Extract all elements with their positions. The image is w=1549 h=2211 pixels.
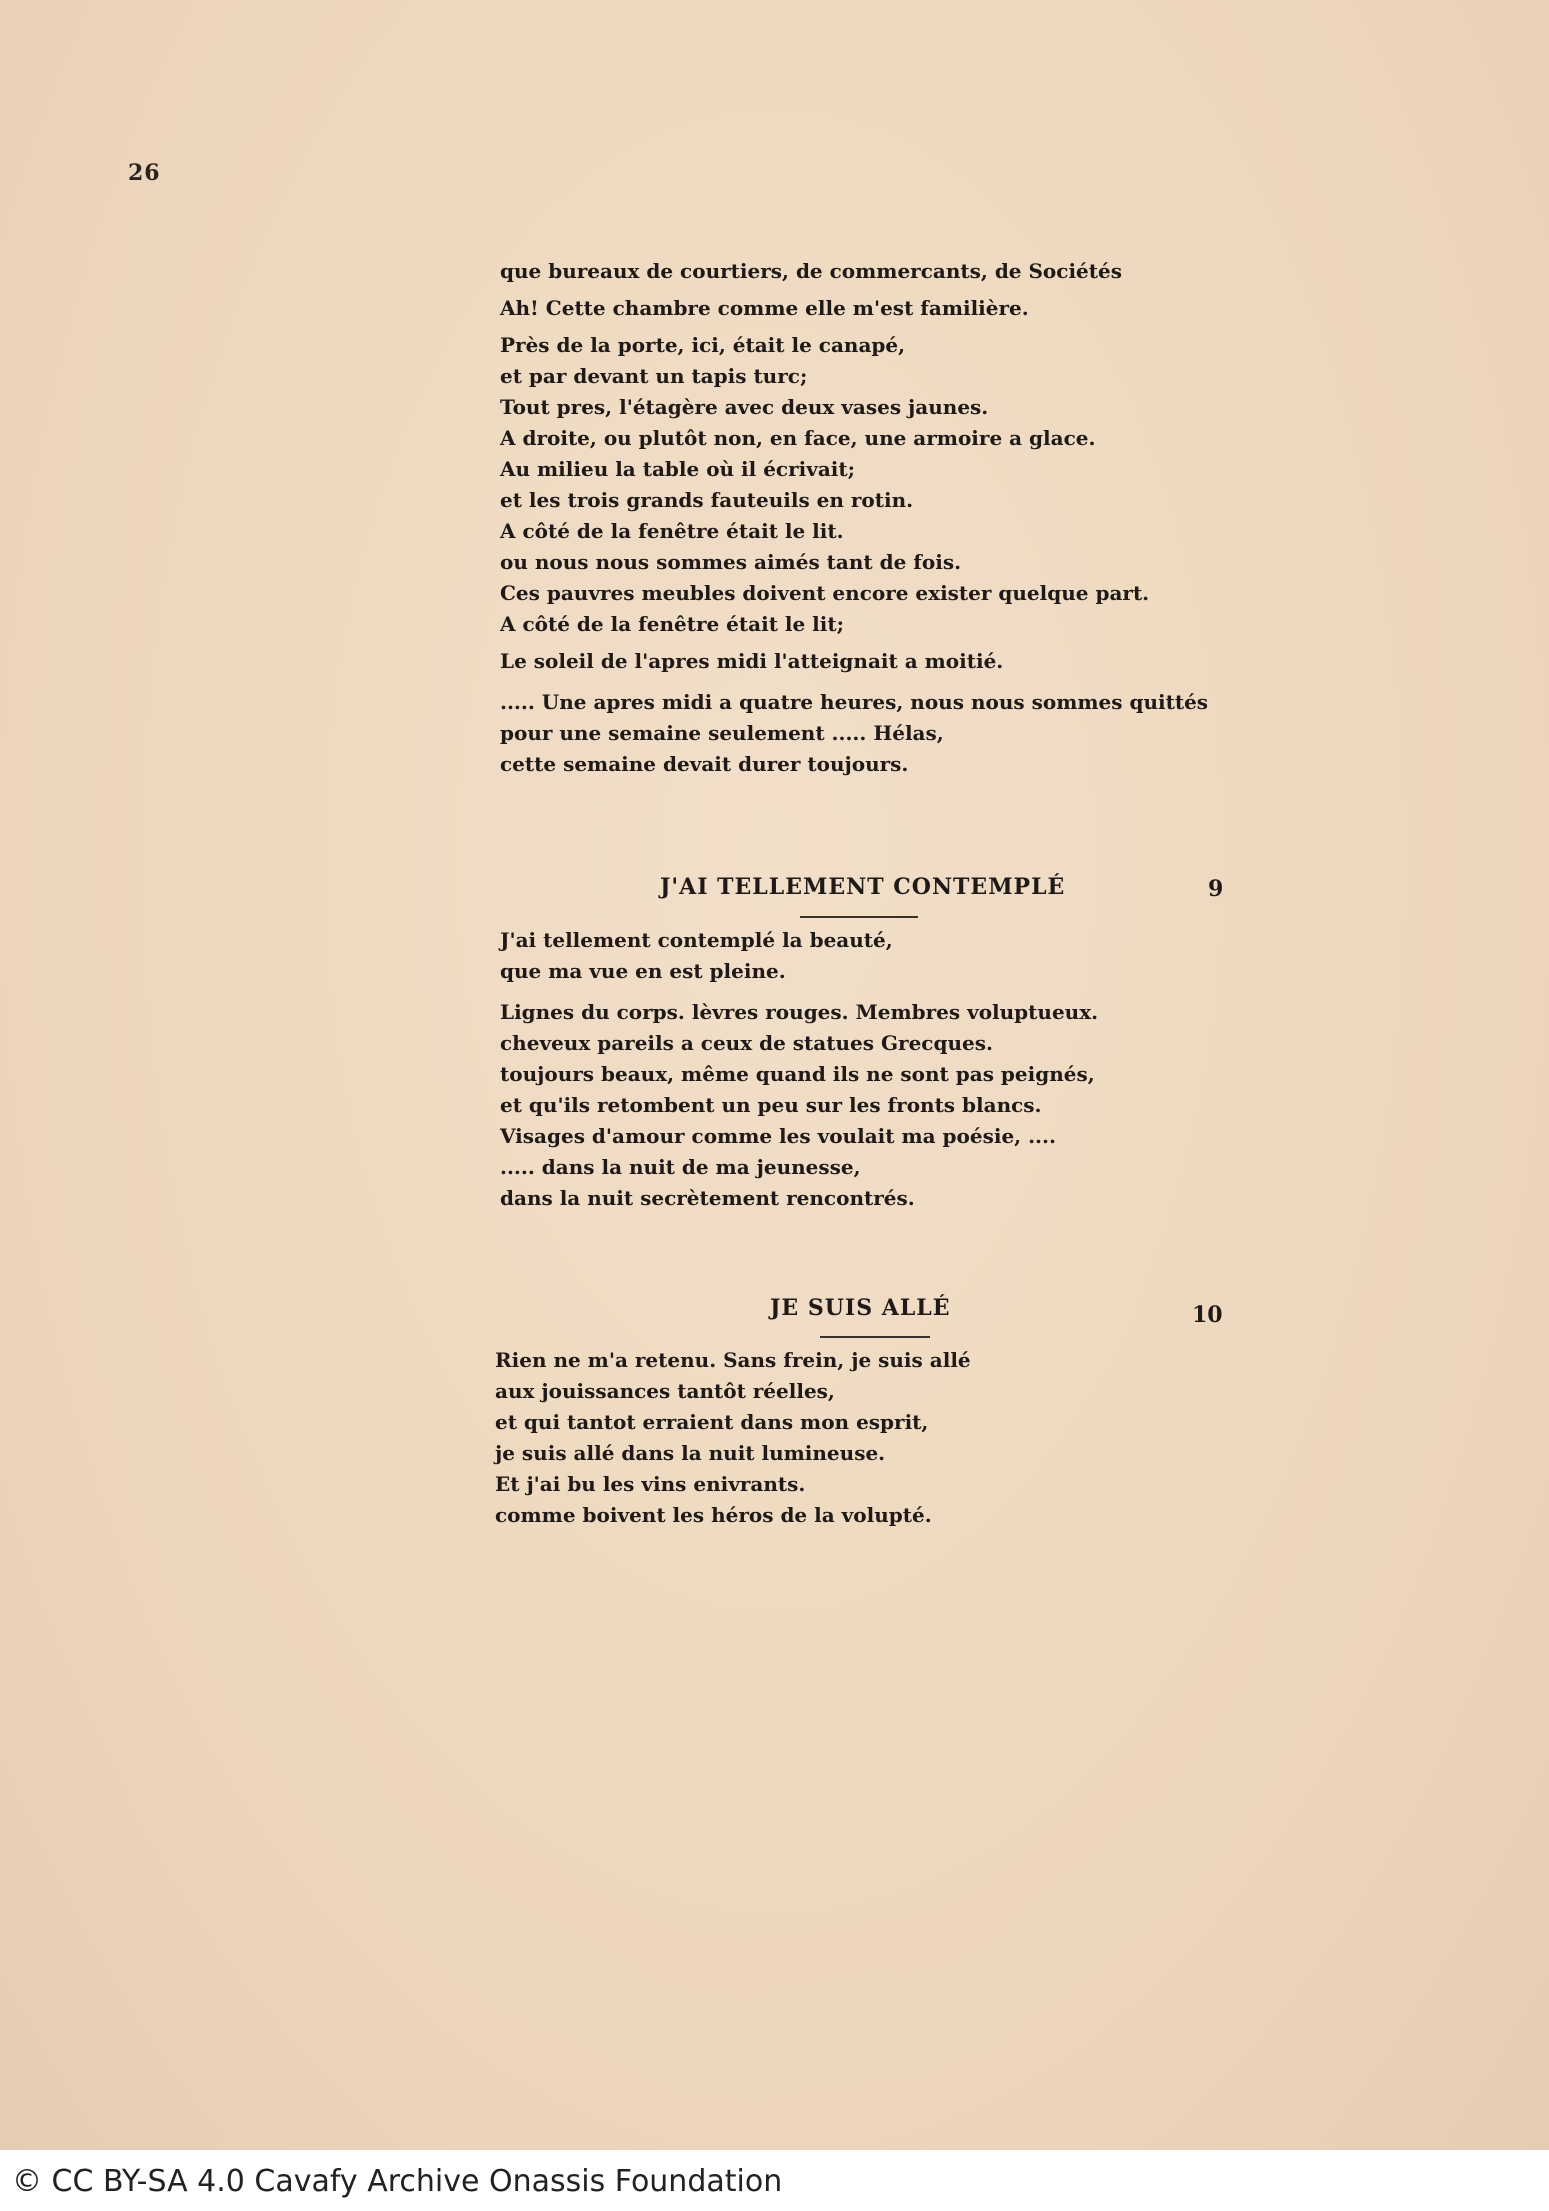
poem-line: Au milieu la table où il écrivait; bbox=[500, 457, 856, 481]
poem-line: que bureaux de courtiers, de commercants, de Sociétés bbox=[500, 259, 1122, 283]
poem-line: Ces pauvres meubles doivent encore exister quelque part. bbox=[500, 581, 1150, 605]
poem-9-title-rule bbox=[800, 916, 918, 918]
poem-line: Tout pres, l'étagère avec deux vases jaunes. bbox=[500, 395, 989, 419]
poem-10-title-rule bbox=[820, 1336, 930, 1338]
poem-line: Rien ne m'a retenu. Sans frein, je suis allé bbox=[495, 1348, 971, 1372]
poem-line: comme boivent les héros de la volupté. bbox=[495, 1503, 932, 1527]
poem-line: Et j'ai bu les vins enivrants. bbox=[495, 1472, 806, 1496]
poem-line: cette semaine devait durer toujours. bbox=[500, 752, 909, 776]
poem-10-body bbox=[495, 1345, 1295, 1531]
poem-line: J'ai tellement contemplé la beauté, bbox=[500, 928, 893, 952]
poem-9-body bbox=[500, 925, 1300, 1214]
poem-line: pour une semaine seulement ..... Hélas, bbox=[500, 721, 944, 745]
poem-line: cheveux pareils a ceux de statues Grecques. bbox=[500, 1031, 993, 1055]
poem-line: ..... dans la nuit de ma jeunesse, bbox=[500, 1155, 861, 1179]
poem-line: ou nous nous sommes aimés tant de fois. bbox=[500, 550, 962, 574]
poem-line: A droite, ou plutôt non, en face, une armoire a glace. bbox=[500, 426, 1096, 450]
poem-line: Près de la porte, ici, était le canapé, bbox=[500, 333, 906, 357]
poem-9-title: J'AI TELLEMENT CONTEMPLÉ bbox=[660, 874, 1066, 900]
poem-line: je suis allé dans la nuit lumineuse. bbox=[495, 1441, 886, 1465]
footer-bar bbox=[0, 2150, 1549, 2211]
poem-line: Lignes du corps. lèvres rouges. Membres voluptueux. bbox=[500, 1000, 1099, 1024]
poem-continued bbox=[500, 256, 1300, 780]
poem-line: Visages d'amour comme les voulait ma poésie, .... bbox=[500, 1124, 1056, 1148]
poem-line: Ah! Cette chambre comme elle m'est familière. bbox=[500, 296, 1029, 320]
poem-line: et par devant un tapis turc; bbox=[500, 364, 808, 388]
copyright-notice: © CC BY-SA 4.0 Cavafy Archive Onassis Foundation bbox=[12, 2164, 783, 2199]
poem-line: et qui tantot erraient dans mon esprit, bbox=[495, 1410, 929, 1434]
poem-9-number: 9 bbox=[1208, 876, 1224, 902]
poem-line: dans la nuit secrètement rencontrés. bbox=[500, 1186, 915, 1210]
poem-line: que ma vue en est pleine. bbox=[500, 959, 786, 983]
poem-line: toujours beaux, même quand ils ne sont pas peignés, bbox=[500, 1062, 1095, 1086]
poem-line: aux jouissances tantôt réelles, bbox=[495, 1379, 835, 1403]
poem-10-title: JE SUIS ALLÉ bbox=[770, 1295, 951, 1321]
poem-line: A côté de la fenêtre était le lit. bbox=[500, 519, 844, 543]
poem-line: et qu'ils retombent un peu sur les fronts blancs. bbox=[500, 1093, 1042, 1117]
poem-10-number: 10 bbox=[1192, 1302, 1223, 1328]
poem-line: et les trois grands fauteuils en rotin. bbox=[500, 488, 914, 512]
poem-line: A côté de la fenêtre était le lit; bbox=[500, 612, 844, 636]
poem-line: Le soleil de l'apres midi l'atteignait a moitié. bbox=[500, 649, 1004, 673]
page-number: 26 bbox=[128, 160, 161, 186]
poem-line: ..... Une apres midi a quatre heures, nous nous sommes quittés bbox=[500, 690, 1209, 714]
